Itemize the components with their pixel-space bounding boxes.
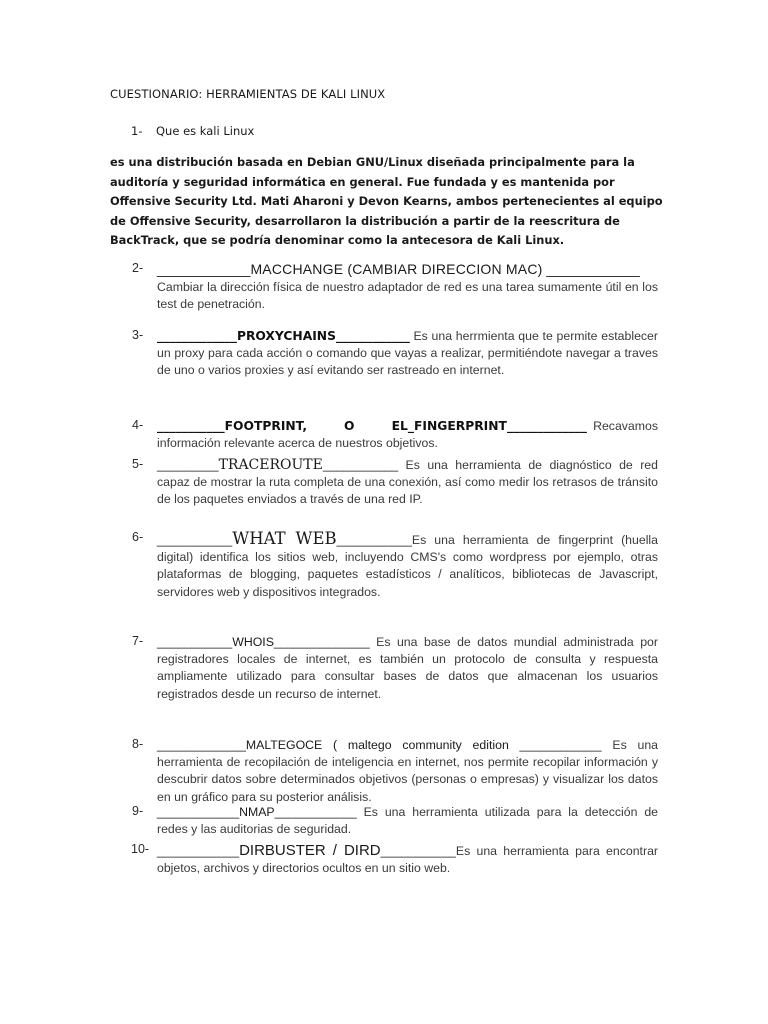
item-number: 5- — [132, 457, 144, 471]
item-description: Es una herramienta utilizada para la detección de redes y las auditorias de seguridad. — [157, 805, 658, 837]
answer-1: es una distribución basada en Debian GNU/Linux diseñada principalmente para la auditoría y seguridad informática en general. Fue fundada y es mantenida por Offensive Security Ltd. Mati Aharoni y Devon Kearns, ambos pertenecientes al equipo de Offensive Security, desarrollaron la distribución a partir de la reescritura de BackTrack, que se podría denominar como la antecesora de Kali Linux. — [110, 155, 663, 247]
item-pre-blank: _____________ — [157, 738, 246, 752]
item-number: 7- — [132, 634, 144, 648]
item-tool-name: WHOIS — [232, 635, 274, 649]
item-number: 10- — [131, 842, 150, 856]
item-number: 4- — [132, 418, 144, 432]
item-body — [157, 634, 658, 703]
item-body — [157, 530, 658, 601]
item-description: Es una herramienta para encontrar objetos, archivos y directorios ocultos en un sitio web. — [157, 844, 659, 876]
item-body — [157, 457, 658, 509]
item-description: Es una base de datos mundial administrada por registradores locales de internet, es también un protocolo de consulta y respuesta ampliamente utilizado para consultar bases de datos que almacenan los usuarios registrados desde un recurso de internet. — [157, 635, 658, 701]
item-description: Es una herramienta de recopilación de inteligencia en internet, nos permite recopilar información y descubrir datos sobre determinados objetivos (personas o empresas) y visualizar los datos en un gráfico para su posterior análisis. — [157, 738, 658, 804]
item-tool-name: FOOTPRINT, O EL_FINGERPRINT — [224, 419, 507, 433]
item-tool-name: NMAP — [239, 805, 275, 819]
item-number: 8- — [132, 737, 144, 751]
item-post-blank: _____________ — [506, 419, 587, 433]
item-post-blank: ( maltego community edition ____________ — [322, 738, 602, 752]
item-number: 2- — [132, 261, 144, 275]
item-post-blank: ___________ — [380, 844, 456, 858]
item-pre-blank: _________ — [157, 458, 219, 472]
item-post-blank: ______________ — [273, 635, 370, 649]
item-tool-name: MALTEGOCE — [245, 738, 323, 752]
item-post-blank: ___________ — [322, 458, 399, 472]
item-pre-blank: ____________ — [157, 261, 251, 277]
item-post-blank: ___________ — [336, 533, 412, 547]
item-post-blank: ____________ — [274, 805, 357, 819]
item-description: Es una herrmienta que te permite establecer un proxy para cada acción o comando que vayas a realizar, permitiéndote navegar a traves de uno o varios proxies y así evitando ser rastreado en internet. — [157, 329, 658, 378]
item-pre-blank: ___________ — [157, 635, 233, 649]
item-body — [157, 261, 658, 314]
item-post-blank: ____________ — [542, 261, 640, 277]
item-pre-blank: ___________ — [157, 533, 233, 547]
item-post-blank: ____________ — [335, 329, 410, 343]
item-description: Recavamos información relevante acerca de nuestros objetivos. — [157, 419, 659, 451]
item-tool-name: TRACEROUTE — [218, 457, 323, 473]
item-body — [157, 328, 658, 380]
item-body — [157, 842, 658, 877]
item-body — [157, 737, 658, 806]
item-tool-name: DIRBUSTER / DIRD — [239, 842, 381, 859]
item-number: 9- — [132, 804, 144, 818]
item-tool-name: MACCHANGE (CAMBIAR DIRECCION MAC) — [250, 261, 543, 277]
item-pre-blank: _____________ — [157, 329, 237, 343]
item-number: 6- — [132, 530, 144, 544]
question-1-number: 1- — [131, 124, 143, 138]
item-body — [157, 804, 658, 838]
item-pre-blank: ____________ — [157, 805, 240, 819]
item-description: Es una herramienta de fingerprint (huella digital) identifica los sitios web, incluyendo CMS's como wordpress por ejemplo, otras plataformas de blogging, paquetes estadísticos / analíticos, bibliotecas de Javascript, servidores web y dispositivos integrados. — [157, 533, 658, 599]
item-number: 3- — [132, 328, 144, 342]
question-1-text: Que es kali Linux — [156, 124, 255, 138]
item-body — [157, 418, 658, 452]
document-title: CUESTIONARIO: HERRAMIENTAS DE KALI LINUX — [110, 87, 386, 101]
item-pre-blank: ___________ — [157, 419, 225, 433]
item-tool-name: PROXYCHAINS — [236, 329, 336, 343]
item-description: Cambiar la dirección física de nuestro adaptador de red es una tarea sumamente útil en los test de penetración. — [157, 280, 658, 312]
item-pre-blank: ____________ — [157, 844, 240, 858]
item-description: Es una herramienta de diagnóstico de red capaz de mostrar la ruta completa de una conexión, así como medir los retrasos de tránsito de los paquetes enviados a través de una red IP. — [157, 458, 658, 507]
item-tool-name: WHAT WEB — [232, 529, 337, 548]
